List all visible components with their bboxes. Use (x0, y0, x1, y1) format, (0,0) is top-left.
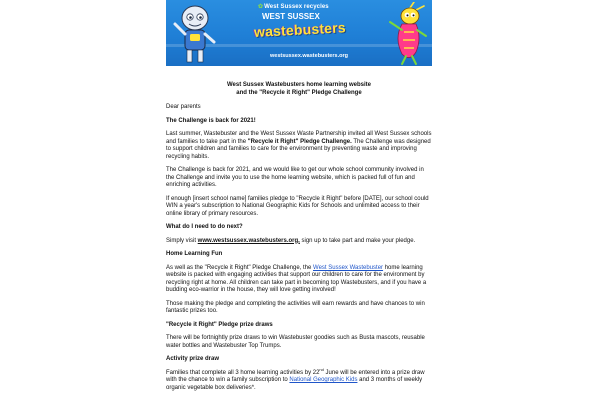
section-heading-challenge: The Challenge is back for 2021! (166, 117, 256, 124)
p4-text-a: Simply visit (166, 237, 198, 244)
p5-text-a: As well as the "Recycle it Right" Pledge Challenge, the (166, 264, 314, 271)
p5-text-b: home learning website is packed with engaging activities that support our children to care for the environment by recycling right at home. All children can take part in becoming top Wastebusters, and if you have a budding eco-warrior in the house, they will love getting involved! (166, 264, 427, 293)
national-geographic-kids-link[interactable]: National Geographic Kids (289, 377, 358, 383)
banner-url: westsussex.wastebusters.org (270, 53, 348, 59)
letter-title (166, 82, 432, 97)
wastebusters-logo: wastebusters (253, 19, 347, 40)
letter-body (166, 82, 432, 398)
paragraph-pledge-draws: There will be fortnightly prize draws to win Wastebuster goodies such as Busta mascots, reusable water bottles and Wastebuster Top Trumps. (166, 335, 425, 349)
paragraph-school-prize: If enough [insert school name] families pledge to "Recycle it Right" before [DATE], our school could WIN a year's subscription to National Geographic Kids for Schools and unlimited access to their online library of primary resources. (166, 195, 429, 217)
section-heading-next-steps: What do I need to do next? (166, 224, 243, 230)
paragraph-activity-draw (166, 366, 432, 393)
paragraph-challenge-2021: The Challenge is back for 2021, and we would like to get our whole school community involved in the Challenge and invite you to use the home learning website, which is packed full of fun and enriching activities. (166, 167, 424, 188)
west-sussex-wastebuster-link[interactable]: West Sussex Wastebuster (313, 264, 384, 271)
paragraph-visit-site (166, 238, 432, 246)
paragraph-home-learning (166, 265, 432, 295)
section-heading-home-learning: Home Learning Fun (166, 251, 223, 257)
p8-text-b: June will be entered into a prize draw with the chance to win a family subscription to (166, 369, 425, 383)
p1-bold-text: "Recycle it Right" Pledge Challenge. (247, 138, 352, 145)
paragraph-rewards: Those making the pledge and completing the activities will earn rewards and have chances to win fantastic prizes too. (166, 300, 425, 314)
p8-superscript: nd (319, 366, 324, 372)
county-name: WEST SUSSEX (262, 12, 320, 21)
title-line-1: West Sussex Wastebusters home learning website (226, 82, 372, 88)
leaf-icon: ✿ (258, 4, 264, 10)
section-heading-activity-draw: Activity prize draw (166, 356, 220, 362)
bug-mascot-icon (380, 2, 428, 66)
greeting: Dear parents (166, 104, 201, 110)
p8-text-c: and 3 months of weekly organic vegetable box deliveries*. (166, 377, 423, 391)
wastebusters-banner (166, 0, 432, 66)
p8-text-a: Families that complete all 3 home learning activities by 22 (166, 369, 320, 376)
paragraph-challenge-intro (166, 131, 432, 161)
p1-text-a: Last summer, Wastebuster and the West Sussex Waste Partnership invited all West Sussex schools and families to take part in the (166, 131, 432, 145)
brand-org-text: West Sussex recycles (264, 4, 329, 10)
website-link[interactable]: www.westsussex.wastebusters.org, (197, 237, 300, 244)
p4-text-b: sign up to take part and make your pledge. (299, 237, 416, 244)
title-line-2: and the "Recycle it Right" Pledge Challenge (236, 89, 362, 96)
section-heading-pledge-draws: "Recycle it Right" Pledge prize draws (166, 321, 273, 328)
document-page (166, 0, 432, 400)
p1-text-b: The Challenge was designed to support children and families to care for the environment by preventing waste and improving recycling habits. (166, 138, 431, 160)
robot-mascot-icon (170, 2, 220, 66)
west-sussex-recycles-brand (258, 3, 329, 10)
